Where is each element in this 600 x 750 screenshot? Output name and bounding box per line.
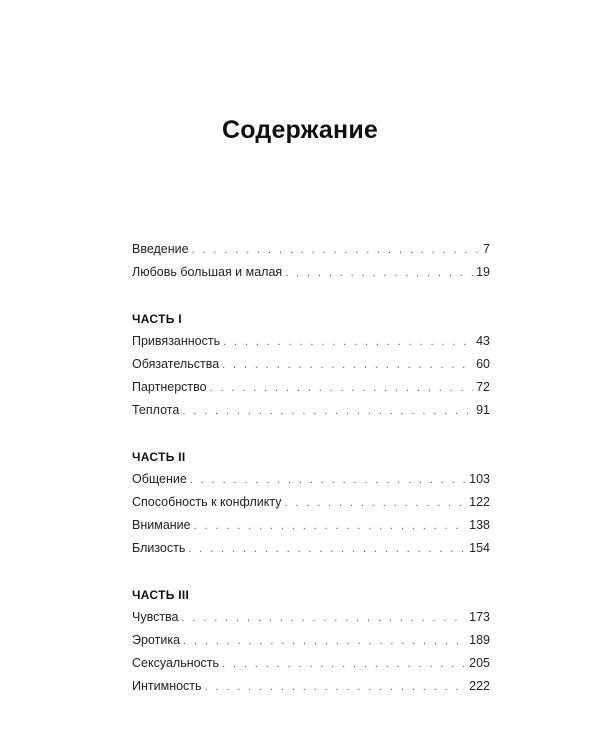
dot-leader [188,538,466,561]
toc-entry-label: Внимание [132,518,191,532]
toc-entry-page: 19 [476,265,490,279]
toc-entry-label: Сексуальность [132,656,220,670]
dot-leader [223,331,473,354]
toc-entry-page: 60 [476,357,490,371]
toc-entry[interactable] [132,399,490,422]
dot-leader [192,239,480,262]
dot-leader [182,400,473,423]
toc-entry-label: Привязанность [132,334,221,348]
section-heading: ЧАСТЬ II [132,450,186,464]
toc-section-intro [132,238,490,284]
toc-entry-label: Близость [132,541,186,555]
toc-entry-page: 103 [469,472,490,486]
toc-entry[interactable] [132,675,490,698]
toc-section-part-1 [132,308,490,422]
toc-entry-label: Общение [132,472,187,486]
section-heading: ЧАСТЬ III [132,588,190,602]
toc-entry-label: Теплота [132,403,180,417]
toc-entry[interactable] [132,491,490,514]
dot-leader [190,469,466,492]
toc-entry-page: 43 [476,334,490,348]
dot-leader [222,354,473,377]
dot-leader [205,676,467,699]
page-title: Содержание [221,116,379,144]
toc-entry-label: Эротика [132,633,181,647]
toc-entry[interactable] [132,514,490,537]
toc-entry-page: 154 [469,541,490,555]
toc-entry-label: Введение [132,242,189,256]
toc-entry-page: 205 [469,656,490,670]
dot-leader [194,515,467,538]
toc-entry-page: 122 [469,495,490,509]
toc-entry-label: Любовь большая и малая [132,265,283,279]
toc-entry[interactable] [132,261,490,284]
toc-section-part-2 [132,446,490,560]
dot-leader [285,262,473,285]
dot-leader [210,377,474,400]
dot-leader [284,492,466,515]
toc-entry-page: 91 [476,403,490,417]
dot-leader [182,607,467,630]
toc-entry[interactable] [132,652,490,675]
toc-entry-label: Интимность [132,679,202,693]
toc-entry-page: 72 [476,380,490,394]
toc-entry[interactable] [132,238,490,261]
toc-entry-label: Способность к конфликту [132,495,282,509]
toc-entry-page: 7 [483,242,490,256]
toc-entry[interactable] [132,330,490,353]
section-heading: ЧАСТЬ I [132,312,182,326]
toc-entry-page: 138 [469,518,490,532]
toc-entry-page: 189 [469,633,490,647]
dot-leader [183,630,466,653]
toc-section-part-3 [132,584,490,698]
toc-entry[interactable] [132,606,490,629]
table-of-contents [132,238,490,722]
toc-entry-page: 173 [469,610,490,624]
toc-entry[interactable] [132,629,490,652]
toc-entry[interactable] [132,468,490,491]
toc-entry-label: Партнерство [132,380,207,394]
toc-entry[interactable] [132,353,490,376]
toc-entry-label: Чувства [132,610,179,624]
toc-entry-page: 222 [469,679,490,693]
toc-entry-label: Обязательства [132,357,220,371]
dot-leader [222,653,466,676]
toc-entry[interactable] [132,537,490,560]
toc-entry[interactable] [132,376,490,399]
